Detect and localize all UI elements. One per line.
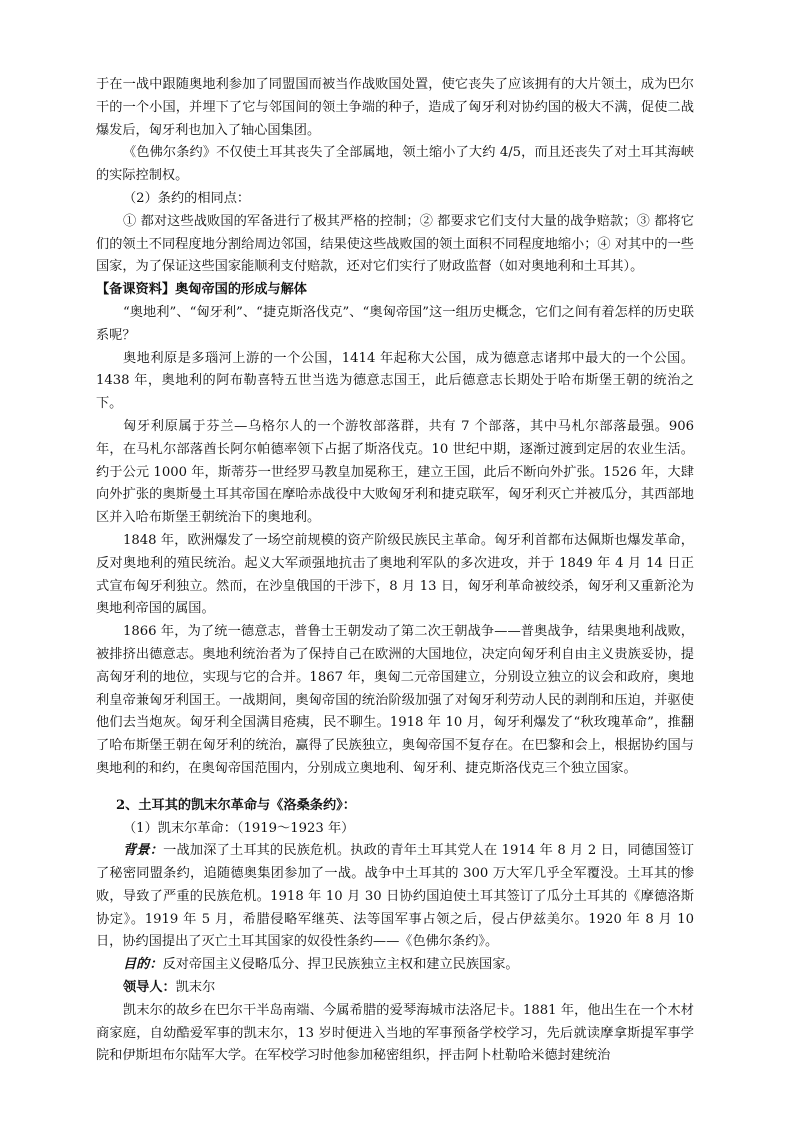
paragraph-15: 凯末尔的故乡在巴尔干半岛南端、今属希腊的爱琴海城市法洛尼卡。1881 年，他出生在一个木材商家庭，自幼酷爱军事的凯末尔，13 岁时便进入当地的军事预备学校学习，先后就读摩拿斯提军事学院和伊斯坦布尔陆军大学。在军校学习时他参加秘密组织，抨击阿卜杜勒哈米德封建统治 (96, 1002, 694, 1064)
paragraph-3: （2）条约的相同点： (123, 190, 251, 206)
paragraph-11: （1）凯末尔革命：（1919～1923 年） (123, 820, 355, 836)
paragraph-4: ① 都对这些战败国的军备进行了极其严格的控制；② 都要求它们支付大量的战争赔款；③ 都将它们的领土不同程度地分割给周边邻国，结果使这些战败国的领土面积不同程度地缩小；④ 对其中的一些国家，为了保证这些国家能顺利支付赔款，还对它们实行了财政监督（如对奥地利和土耳其）。 (96, 213, 694, 275)
paragraph-1: 于在一战中跟随奥地利参加了同盟国而被当作战败国处置，使它丧失了应该拥有的大片领土，成为巴尔干的一个小国，并埋下了它与邻国间的领土争端的种子，造成了匈牙利对协约国的极大不满，促使二战爆发后，匈牙利也加入了轴心国集团。 (96, 77, 694, 138)
paragraph-13 (96, 954, 694, 977)
paragraph-10: 1866 年，为了统一德意志，普鲁士王朝发动了第二次王朝战争——普奥战争，结果奥地利战败，被排挤出德意志。奥地利统治者为了保持自己在欧洲的大国地位，决定向匈牙利自由主义贵族妥协，提高匈牙利的地位，实现与它的合并。1867 年，奥匈二元帝国建立，分别设立独立的议会和政府，奥地利皇帝兼匈牙利国王。一战期间，奥匈帝国的统治阶级加强了对匈牙利劳动人民的剥削和压迫，并驱使他们去当炮灰。匈牙利全国满目疮痍，民不聊生。1918 年 10 月，匈牙利爆发了“秋玫瑰革命”，推翻了哈布斯堡王朝在匈牙利的统治，赢得了民族独立，奥匈帝国不复存在。在巴黎和会上，根据协约国与奥地利的和约，在奥匈帝国范围内，分别成立奥地利、匈牙利、捷克斯洛伐克三个独立国家。 (96, 624, 694, 776)
background-text: 一战加深了土耳其的民族危机。执政的青年土耳其党人在 1914 年 8 月 2 日，同德国签订了秘密同盟条约，追随德奥集团参加了一战。战争中土耳其的 300 万大军几乎全军覆没。土耳其的惨败，导致了严重的民族危机。1918 年 10 月 30 日协约国迫使土耳其签订了瓜分土耳其的《摩德洛斯协定》。1919 年 5 月，希腊侵略军继英、法等国军事占领之后，侵占伊兹美尔。1920 年 8 月 10 日，协约国提出了灭亡土耳其国家的奴役性条约——《色佛尔条约》。 (96, 843, 694, 950)
paragraph-9: 1848 年，欧洲爆发了一场空前规模的资产阶级民族民主革命。匈牙利首都布达佩斯也爆发革命，反对奥地利的殖民统治。起义大军顽强地抗击了奥地利军队的多次进攻，并于 1849 年 4 月 14 日正式宣布匈牙利独立。然而，在沙皇俄国的干涉下，8 月 13 日，匈牙利革命被绞杀，匈牙利又重新沦为奥地利帝国的属国。 (96, 532, 694, 617)
paragraph-14 (96, 977, 694, 1000)
prep-material-title: 【备课资料】奥匈帝国的形成与解体 (96, 282, 307, 298)
spacer (96, 781, 694, 795)
paragraph-2: 《色佛尔条约》不仅使土耳其丧失了全部属地，领土缩小了大约 4/5，而且还丧失了对土耳其海峡的实际控制权。 (96, 145, 694, 184)
paragraph-6: “奥地利”、“匈牙利”、“捷克斯洛伐克”、“奥匈帝国”这一组历史概念，它们之间有着怎样的历史联系呢？ (96, 304, 694, 343)
leader-label: 领导人： (123, 980, 176, 996)
leader-text: 凯末尔 (175, 980, 216, 996)
paragraph-8: 匈牙利原属于芬兰—乌格尔人的一个游牧部落群，共有 7 个部落，其中马札尔部落最强。906 年，在马札尔部落酋长阿尔帕德率领下占据了斯洛伐克。10 世纪中期，逐渐过渡到定居的农业生活。约于公元 1000 年，斯蒂芬一世经罗马教皇加冕称王，建立王国，此后不断向外扩张。1526 年，大肆向外扩张的奥斯曼土耳其帝国在摩哈赤战役中大败匈牙利和捷克联军，匈牙利灭亡并被瓜分，其西部地区并入哈布斯堡王朝统治下的奥地利。 (96, 418, 694, 526)
purpose-text: 反对帝国主义侵略瓜分、捍卫民族独立主权和建立民族国家。 (162, 957, 519, 973)
section-2-title: 2、土耳其的凯末尔革命与《洛桑条约》： (116, 797, 356, 813)
paragraph-7: 奥地利原是多瑙河上游的一个公国，1414 年起称大公国，成为德意志诸邦中最大的一个公国。1438 年，奥地利的阿布勒喜特五世当选为德意志国王，此后德意志长期处于哈布斯堡王朝的统治之下。 (96, 350, 694, 412)
purpose-label: 目的： (123, 957, 163, 973)
paragraph-12 (96, 840, 694, 954)
background-label: 背景： (123, 843, 164, 859)
